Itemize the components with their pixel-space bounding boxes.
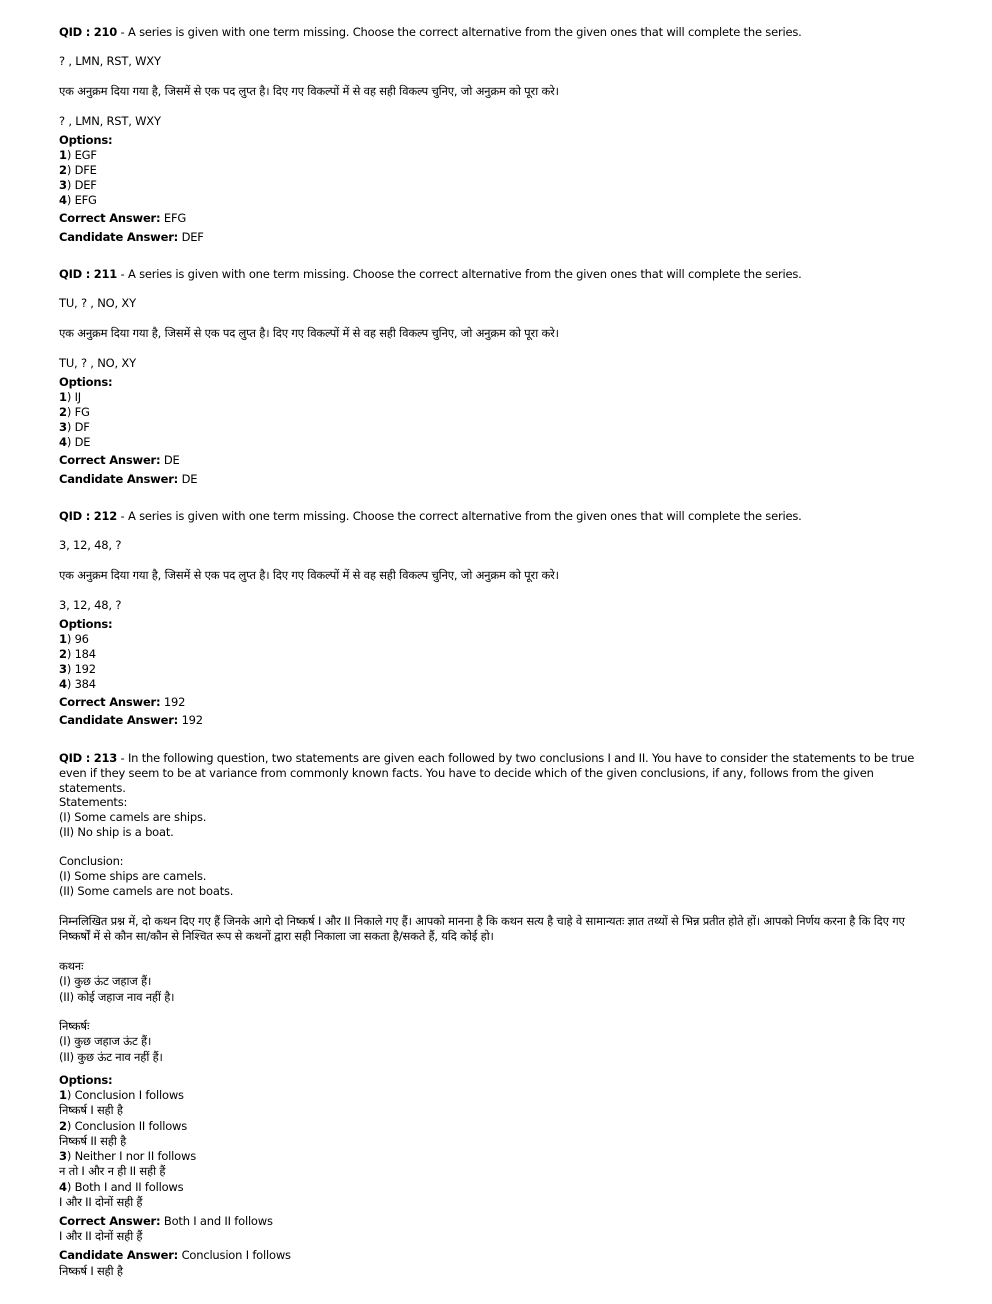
question-text: A series is given with one term missing. Choose the correct alternative from the given ones that will complete the series. [127,25,802,39]
option: 4) DE [59,435,91,449]
option: 1) 96 [59,632,89,646]
correct-answer-hindi: I और II दोनों सही हैं [59,1229,143,1243]
question-header: QID : 211 - A series is given with one term missing. Choose the correct alternative from the given ones that will complete the series. [59,267,802,281]
option: 3) DF [59,420,90,434]
option: 1) EGF [59,148,97,162]
option: 2) Conclusion II follows [59,1119,188,1133]
option: 3) 192 [59,662,96,676]
option: 4) Both I and II follows [59,1180,184,1194]
statement: (II) No ship is a boat. [59,825,174,839]
correct-answer: Correct Answer: 192 [59,695,186,709]
options-label: Options: [59,1073,113,1087]
hindi-question: एक अनुक्रम दिया गया है, जिसमें से एक पद लुप्त है। दिए गए विकल्पों में से वह सही विकल्प चुनिए, जो अनुक्रम को पूरा करे। [59,568,559,582]
series-hindi: ? , LMN, RST, WXY [59,114,161,128]
option: 4) EFG [59,193,97,207]
correct-answer: Correct Answer: Both I and II follows [59,1214,273,1228]
options-label: Options: [59,133,113,147]
option: 2) DFE [59,163,97,177]
qid-number: 210 [93,25,118,39]
option-hindi: I और II दोनों सही हैं [59,1195,143,1209]
hindi-conclusion: (I) कुछ जहाज ऊंट हैं। [59,1034,152,1048]
hindi-question: निम्नलिखित प्रश्न में, दो कथन दिए गए हैं जिनके आगे दो निष्कर्ष I और II निकाले गए हैं। आपको मानना है कि कथन सत्य है चाहे वे सामान्यतः ज्ञात तथ्यों से भिन्न प्रतीत होते हों। आपको निर्णय करना है कि दिए गए निष्कर्षों में से कौन सा/कौन से निश्चित रूप से कथनों द्वारा सही निकाला जा सकता है/सकते हैं, यदि कोई हो। [59,914,905,943]
series: TU, ? , NO, XY [59,296,136,310]
option: 1) IJ [59,390,81,404]
candidate-answer: Candidate Answer: DEF [59,230,204,244]
option-hindi: न तो I और न ही II सही हैं [59,1164,166,1178]
statements-label: Statements: [59,795,128,809]
statement: (I) Some camels are ships. [59,810,207,824]
option: 2) FG [59,405,90,419]
option: 3) Neither I nor II follows [59,1149,196,1163]
series-hindi: TU, ? , NO, XY [59,356,136,370]
options-label: Options: [59,617,113,631]
question-text: A series is given with one term missing. Choose the correct alternative from the given ones that will complete the series. [127,267,802,281]
question-header [59,25,802,40]
hindi-conclusion: (II) कुछ ऊंट नाव नहीं हैं। [59,1050,163,1064]
option-hindi: निष्कर्ष I सही है [59,1103,123,1117]
hindi-conclusion-label: निष्कर्षः [59,1019,90,1033]
qid-label: QID : [59,25,91,39]
series: ? , LMN, RST, WXY [59,54,161,68]
hindi-statement: (II) कोई जहाज नाव नहीं है। [59,990,175,1004]
correct-answer: Correct Answer: EFG [59,211,187,225]
conclusion: (I) Some ships are camels. [59,869,207,883]
conclusion: (II) Some camels are not boats. [59,884,234,898]
question-text: A series is given with one term missing. Choose the correct alternative from the given ones that will complete the series. [127,509,802,523]
option: 2) 184 [59,647,96,661]
separator: - [117,25,128,39]
correct-answer: Correct Answer: DE [59,453,180,467]
candidate-answer: Candidate Answer: DE [59,472,198,486]
candidate-answer: Candidate Answer: Conclusion I follows [59,1248,291,1262]
question-text: In the following question, two statements are given each followed by two conclusions I and II. You have to consider the statements to be true even if they seem to be at variance from commonly known facts. You have to decide which of the given conclusions, if any, follows from the given statements. [59,751,915,795]
option-hindi: निष्कर्ष II सही है [59,1134,126,1148]
candidate-answer: Candidate Answer: 192 [59,713,203,727]
series-hindi: 3, 12, 48, ? [59,598,122,612]
series: 3, 12, 48, ? [59,538,122,552]
hindi-statement: (I) कुछ ऊंट जहाज हैं। [59,974,152,988]
hindi-question: एक अनुक्रम दिया गया है, जिसमें से एक पद लुप्त है। दिए गए विकल्पों में से वह सही विकल्प चुनिए, जो अनुक्रम को पूरा करे। [59,326,559,340]
hindi-question: एक अनुक्रम दिया गया है, जिसमें से एक पद लुप्त है। दिए गए विकल्पों में से वह सही विकल्प चुनिए, जो अनुक्रम को पूरा करे। [59,84,559,98]
question-header: QID : 212 - A series is given with one term missing. Choose the correct alternative from the given ones that will complete the series. [59,509,802,523]
question-header: QID : 213 - In the following question, two statements are given each followed by two conclusions I and II. You have to consider the statements to be true even if they seem to be at variance from commonly known facts. You have to decide which of the given conclusions, if any, follows from the given statements. [59,751,915,795]
conclusion-label: Conclusion: [59,854,124,868]
options-label: Options: [59,375,113,389]
option: 4) 384 [59,677,96,691]
hindi-statements-label: कथनः [59,959,84,973]
option: 1) Conclusion I follows [59,1088,184,1102]
candidate-answer-hindi: निष्कर्ष I सही है [59,1264,123,1278]
option: 3) DEF [59,178,97,192]
